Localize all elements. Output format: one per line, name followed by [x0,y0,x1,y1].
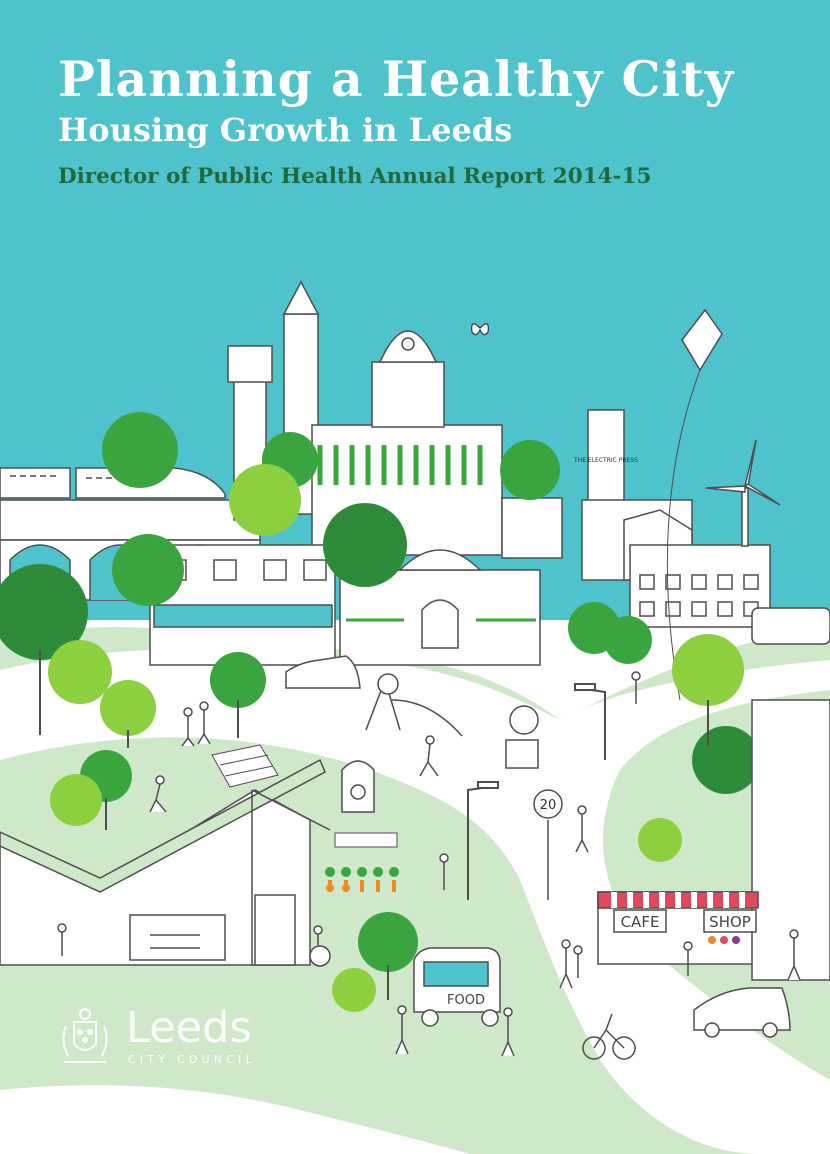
tree [112,534,184,606]
tree [332,968,376,1012]
leeds-crest-icon [52,1004,118,1070]
tree [210,652,266,708]
tree [102,412,178,488]
tree [50,774,102,826]
leeds-city-council-logo [52,1002,292,1072]
logo-subline: CITY COUNCIL [128,1054,257,1066]
recycle-bin-icon [342,761,374,812]
report-subtitle: Housing Growth in Leeds [58,111,513,149]
press-sign: THE ELECTRIC PRESS [574,457,638,464]
tree [638,818,682,862]
tree [323,503,407,587]
electric-press-tower-sign [573,457,638,464]
speed-limit-value: 20 [539,798,557,813]
shop-sign: SHOP [709,913,751,931]
report-series-line: Director of Public Health Annual Report 2014-15 [58,164,652,189]
cafe-sign: CAFE [620,913,660,931]
bus [752,608,830,644]
tree [229,464,301,536]
terrace-right [630,545,770,627]
tree [604,616,652,664]
title-block [58,50,798,196]
tree [48,640,112,704]
tree [358,912,418,972]
butterfly-icon [472,324,489,335]
wind-turbine-icon [706,440,780,546]
tree [692,726,760,794]
report-title: Planning a Healthy City [58,50,735,108]
tree [100,680,156,736]
tree [672,634,744,706]
tree [500,440,560,500]
logo-wordmark: Leeds [126,1003,252,1053]
food-van-sign: FOOD [447,993,485,1008]
